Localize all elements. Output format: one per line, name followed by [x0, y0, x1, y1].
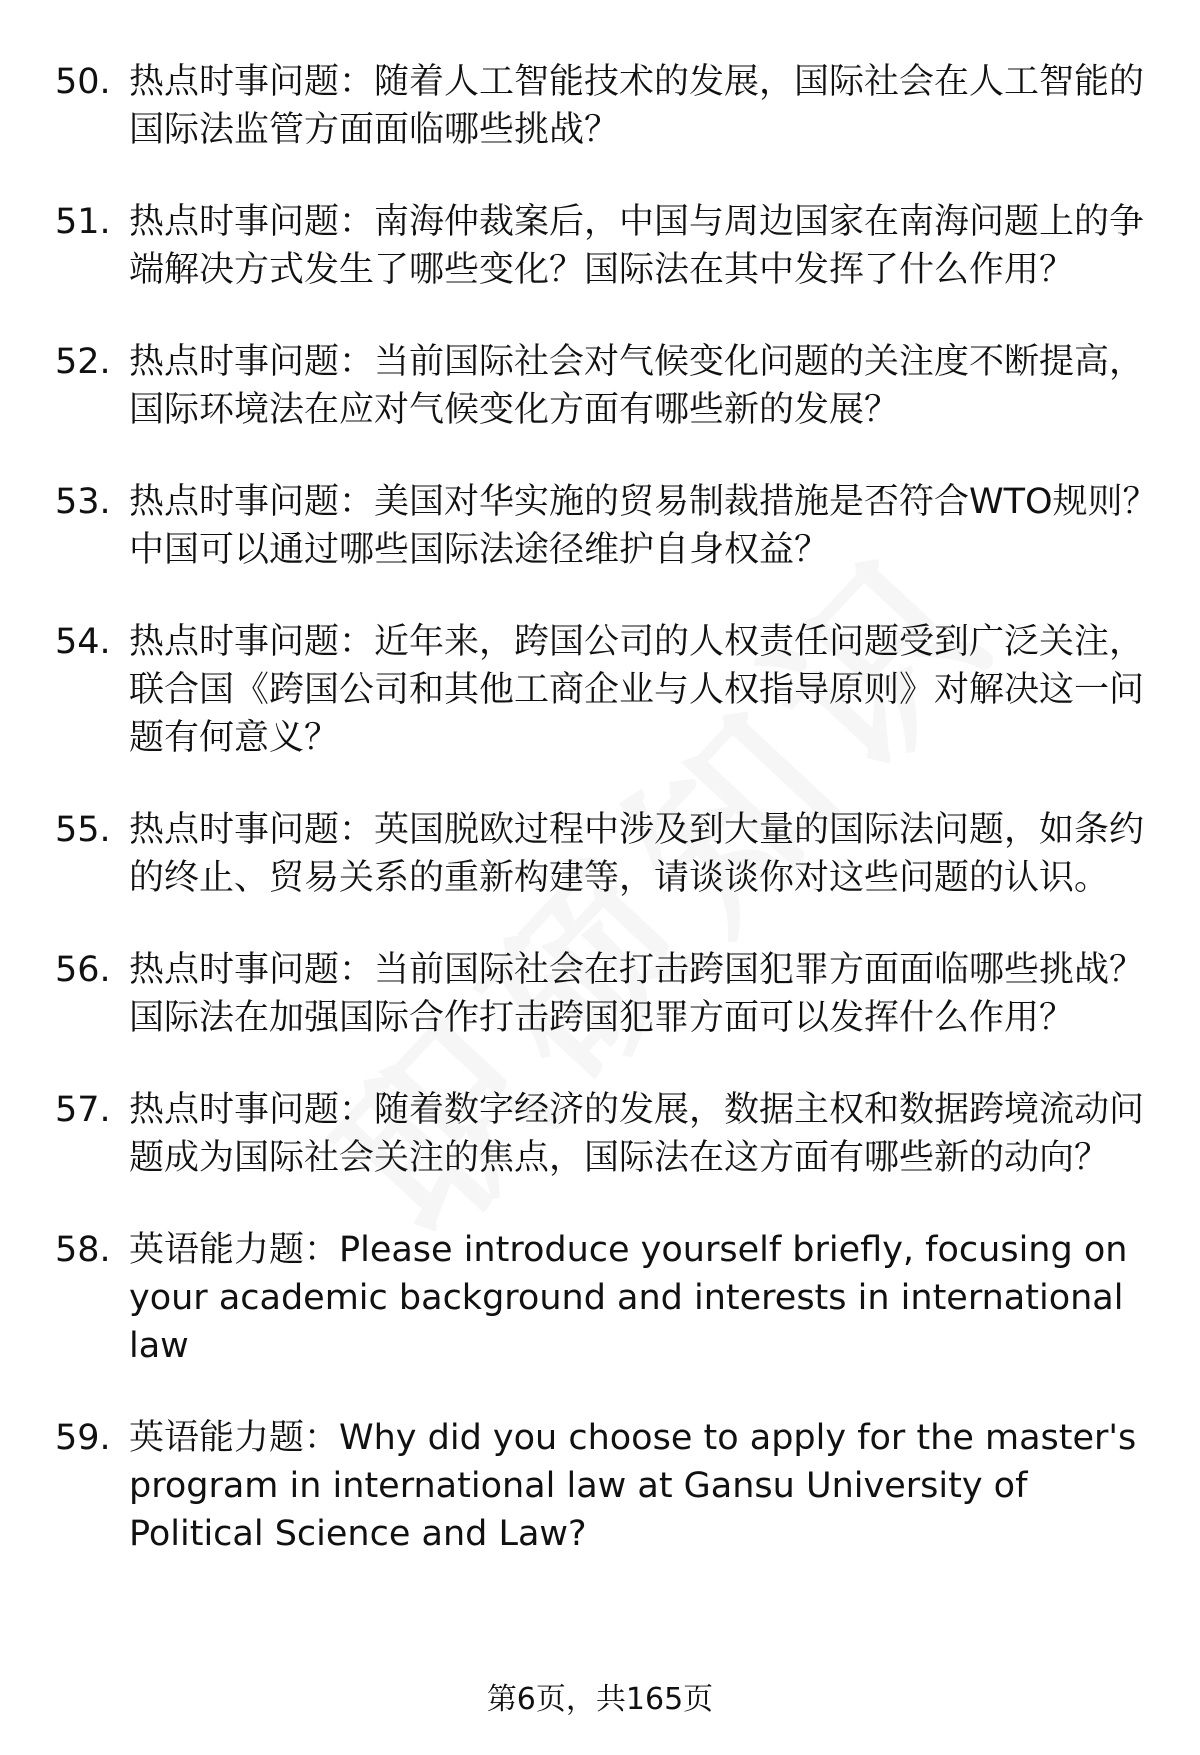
question-number: 55. — [55, 810, 111, 850]
question-item-58 — [55, 1226, 1165, 1370]
question-item-51 — [55, 198, 1165, 294]
question-number: 58. — [55, 1230, 111, 1270]
question-number: 52. — [55, 342, 111, 382]
question-number: 56. — [55, 950, 111, 990]
question-item-57 — [55, 1086, 1165, 1182]
question-text: 热点时事问题：随着数字经济的发展，数据主权和数据跨境流动问题成为国际社会关注的焦点，国际法在这方面有哪些新的动向？ — [129, 1090, 1145, 1178]
question-text: 热点时事问题：英国脱欧过程中涉及到大量的国际法问题，如条约的终止、贸易关系的重新构建等，请谈谈你对这些问题的认识。 — [129, 810, 1145, 898]
question-text: 热点时事问题：近年来，跨国公司的人权责任问题受到广泛关注，联合国《跨国公司和其他工商企业与人权指导原则》对解决这一问题有何意义？ — [129, 622, 1145, 758]
question-item-52 — [55, 338, 1165, 434]
question-item-56 — [55, 946, 1165, 1042]
question-number: 59. — [55, 1418, 111, 1458]
question-list — [55, 58, 1165, 1602]
question-text: 热点时事问题：当前国际社会在打击跨国犯罪方面面临哪些挑战？国际法在加强国际合作打击跨国犯罪方面可以发挥什么作用？ — [129, 950, 1145, 1038]
question-text: 英语能力题：Please introduce yourself briefly, focusing on your academic background and interests in international law — [129, 1230, 1128, 1366]
question-text: 热点时事问题：南海仲裁案后，中国与周边国家在南海问题上的争端解决方式发生了哪些变化？国际法在其中发挥了什么作用？ — [129, 202, 1145, 290]
page-footer: 第6页，共165页 — [486, 1682, 714, 1717]
question-text: 热点时事问题：当前国际社会对气候变化问题的关注度不断提高，国际环境法在应对气候变化方面有哪些新的发展？ — [129, 342, 1145, 430]
question-item-50 — [55, 58, 1165, 154]
question-number: 57. — [55, 1090, 111, 1130]
question-item-53 — [55, 478, 1165, 574]
question-item-54 — [55, 618, 1165, 762]
question-text: 热点时事问题：随着人工智能技术的发展，国际社会在人工智能的国际法监管方面面临哪些挑战？ — [129, 62, 1145, 150]
question-number: 50. — [55, 62, 111, 102]
question-item-55 — [55, 806, 1165, 902]
question-number: 51. — [55, 202, 111, 242]
question-text: 英语能力题：Why did you choose to apply for the master's program in international law at Gansu University of Political Science and Law? — [129, 1418, 1137, 1554]
question-number: 53. — [55, 482, 111, 522]
question-number: 54. — [55, 622, 111, 662]
question-text: 热点时事问题：美国对华实施的贸易制裁措施是否符合WTO规则？中国可以通过哪些国际法途径维护自身权益？ — [129, 482, 1158, 570]
question-item-59 — [55, 1414, 1165, 1558]
